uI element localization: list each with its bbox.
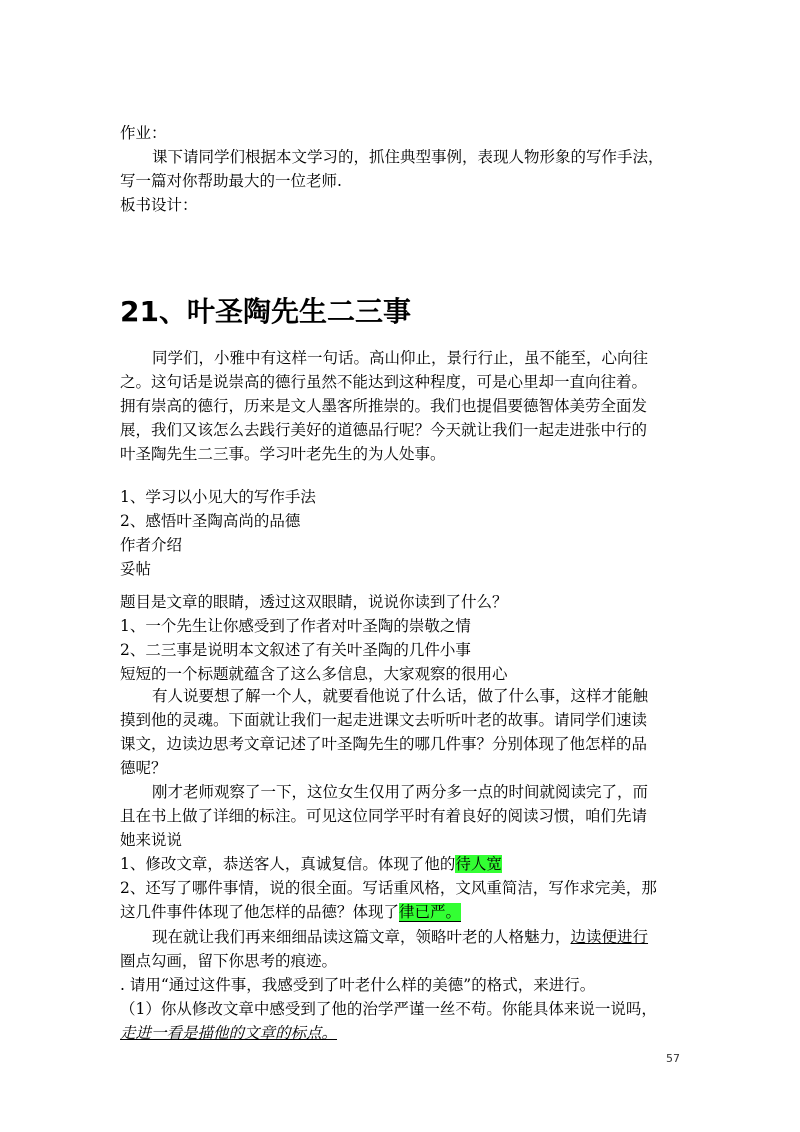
para3-text: 现在就让我们再来细细品读这篇文章，领略叶老的人格魅力， <box>152 928 571 946</box>
text-line: 之。这句话是说崇高的德行虽然不能达到这种程度，可是心里却一直向往着。 <box>120 373 648 391</box>
text-line <box>120 852 680 876</box>
text-line: 课文，边读边思考文章记述了叶圣陶先生的哪几件事？分别体现了他怎样的品 <box>120 735 648 753</box>
highlight-virtue-kind: 待人宽 <box>455 855 502 873</box>
text-line: 有人说要想了解一个人，就要看他说了什么话，做了什么事，这样才能触 <box>152 687 649 705</box>
underlined-italic-text: 走进一看是描他的文章的标点。 <box>120 1024 338 1042</box>
list-item: 妥帖 <box>120 560 152 578</box>
text-line: 1、一个先生让你感受到了作者对叶圣陶的崇敬之情 <box>120 617 471 635</box>
text-line <box>120 1021 680 1045</box>
text-line: 且在书上做了详细的标注。可见这位同学平时有着良好的阅读习惯，咱们先请 <box>120 807 648 825</box>
text-line: 德呢？ <box>120 759 167 777</box>
text-line: （1）你从修改文章中感受到了他的治学严谨一丝不苟。你能具体来说一说吗， <box>120 1000 657 1018</box>
text-line: 叶圣陶先生二三事。学习叶老先生的为人处事。 <box>120 445 446 463</box>
text-line <box>120 900 680 924</box>
item1-text: 1、修改文章，恭送客人，真诚复信。体现了他的 <box>120 855 456 873</box>
text-line: . 请用“通过这件事，我感受到了叶老什么样的美德”的格式，来进行。 <box>120 976 596 994</box>
homework-section <box>120 121 680 217</box>
homework-line: 写一篇对你帮助最大的一位老师. <box>120 172 342 190</box>
text-line: 2、二三事是说明本文叙述了有关叶圣陶的几件小事 <box>120 641 471 659</box>
goals-list <box>120 485 680 581</box>
text-line: 2、还写了哪件事情，说的很全面。写话重风格，文风重简洁，写作求完美，那 <box>120 879 657 897</box>
text-line: 同学们，小雅中有这样一句话。高山仰止，景行行止，虽不能至，心向往 <box>152 349 649 367</box>
text-line: 她来说说 <box>120 831 183 849</box>
lesson-title: 21、叶圣陶先生二三事 <box>120 295 411 328</box>
text-line: 摸到他的灵魂。下面就让我们一起走进课文去听听叶老的故事。请同学们速读 <box>120 711 648 729</box>
item2-text: 这几件事件体现了他怎样的品德？体现了 <box>120 903 400 921</box>
page-number: 57 <box>666 1052 680 1065</box>
highlight-virtue-strict: 律已严。 <box>399 903 462 921</box>
text-line: 拥有崇高的德行，历来是文人墨客所推崇的。我们也提倡要德智体美劳全面发 <box>120 397 648 415</box>
close-reading-paragraph <box>120 925 680 1045</box>
text-line: 展，我们又该怎么去践行美好的道德品行呢？今天就让我们一起走进张中行的 <box>120 421 648 439</box>
text-line: 刚才老师观察了一下，这位女生仅用了两分多一点的时间就阅读完了，而 <box>152 783 649 801</box>
text-line: 短短的一个标题就蕴含了这么多信息，大家观察的很用心 <box>120 665 508 683</box>
title-question-section <box>120 590 680 686</box>
text-line <box>120 925 680 949</box>
text-line: 圈点勾画，留下你思考的痕迹。 <box>120 952 338 970</box>
text-line: 题目是文章的眼睛，透过这双眼睛，说说你读到了什么？ <box>120 593 508 611</box>
intro-paragraph <box>120 346 680 466</box>
list-item: 1、学习以小见大的写作手法 <box>120 488 316 506</box>
reading-paragraph <box>120 684 680 924</box>
list-item: 作者介绍 <box>120 536 183 554</box>
homework-line: 课下请同学们根据本文学习的，抓住典型事例，表现人物形象的写作手法， <box>152 148 664 166</box>
list-item: 2、感悟叶圣陶高尚的品德 <box>120 512 301 530</box>
underlined-text: 边读便进行 <box>570 928 649 946</box>
board-design-heading: 板书设计： <box>120 196 198 214</box>
homework-heading: 作业： <box>120 124 167 142</box>
